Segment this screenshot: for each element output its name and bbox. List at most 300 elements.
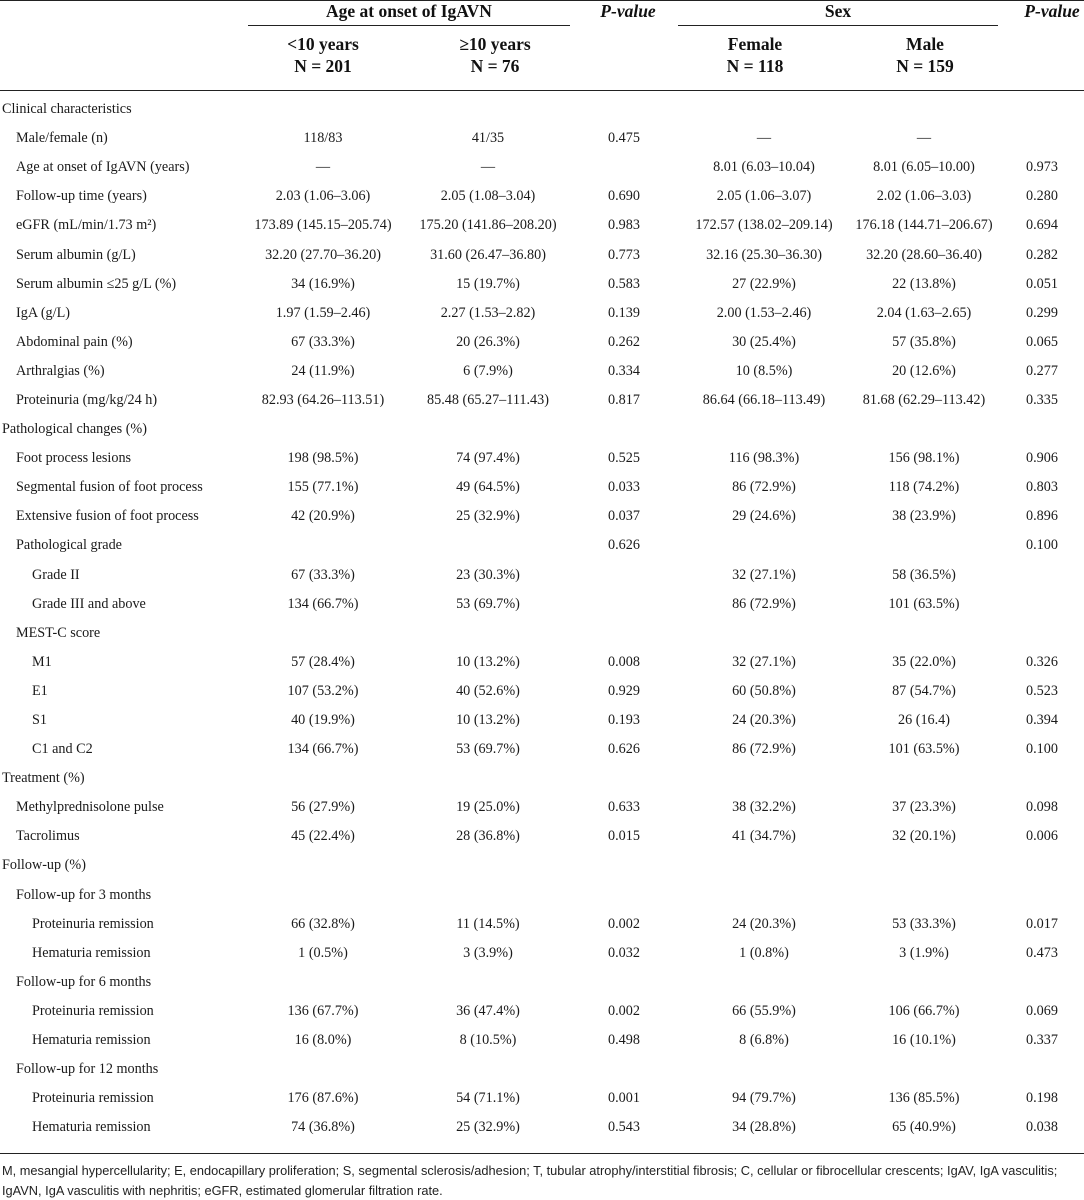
table-row [0, 124, 1084, 153]
col-header-male [860, 33, 990, 77]
value-ge10: 36 (47.4%) [456, 1002, 520, 1019]
p-value-age: 0.543 [608, 1119, 640, 1136]
col-header-lt10 [258, 33, 388, 77]
value-female: 41 (34.7%) [732, 828, 796, 845]
table-row [0, 1113, 1084, 1142]
p-value-sex: 0.906 [1026, 450, 1058, 467]
value-male: 20 (12.6%) [892, 362, 956, 379]
table-row [0, 502, 1084, 531]
p-value-age [568, 968, 680, 997]
row-label: Proteinuria remission [32, 915, 154, 932]
value-ge10: 11 (14.5%) [456, 915, 520, 932]
value-lt10: 118/83 [303, 130, 343, 147]
row-label: Abdominal pain (%) [16, 333, 133, 350]
value-lt10: 173.89 (145.15–205.74) [254, 217, 392, 234]
table-row [0, 677, 1084, 706]
table-row [0, 211, 1084, 240]
value-male: 2.02 (1.06–3.03) [876, 188, 972, 205]
value-female [680, 851, 848, 880]
row-label: Extensive fusion of foot process [16, 508, 199, 525]
value-ge10: 2.05 (1.08–3.04) [440, 188, 536, 205]
p-value-sex [1000, 1055, 1084, 1084]
value-male [848, 851, 1000, 880]
value-female: 38 (32.2%) [732, 799, 796, 816]
age-group-underline [248, 25, 570, 26]
p-value-sex: 0.038 [1026, 1119, 1058, 1136]
value-lt10: 1 (0.5%) [298, 944, 348, 961]
section-row [0, 415, 1084, 444]
p-value-age: 0.334 [608, 362, 640, 379]
section-row [0, 851, 1084, 880]
table-row [0, 910, 1084, 939]
value-female: 86.64 (66.18–113.49) [702, 391, 826, 408]
value-lt10 [238, 95, 408, 124]
sex-group-underline [678, 25, 998, 26]
value-ge10: 8 (10.5%) [459, 1032, 517, 1049]
value-female: 30 (25.4%) [732, 333, 796, 350]
p-value-age: 0.983 [608, 217, 640, 234]
p-value-sex: 0.017 [1026, 915, 1058, 932]
row-label: Follow-up (%) [2, 857, 86, 874]
value-female [680, 531, 848, 560]
col-header-ge10 [425, 33, 565, 77]
row-label: Age at onset of IgAVN (years) [16, 159, 190, 176]
value-ge10: 25 (32.9%) [456, 508, 520, 525]
p-value-sex: 0.100 [1026, 741, 1058, 758]
value-ge10 [408, 415, 568, 444]
table-row [0, 328, 1084, 357]
p-value-age: 0.475 [608, 130, 640, 147]
row-label: Proteinuria (mg/kg/24 h) [16, 391, 158, 408]
p-value-sex: 0.100 [1026, 537, 1058, 554]
table-row [0, 881, 1084, 910]
row-label: Hematuria remission [32, 1032, 151, 1049]
p-value-age: 0.002 [608, 915, 640, 932]
p-value-sex: 0.198 [1026, 1090, 1058, 1107]
p-value-age [568, 851, 680, 880]
value-male: 81.68 (62.29–113.42) [862, 391, 986, 408]
table-row [0, 968, 1084, 997]
table-row [0, 1055, 1084, 1084]
value-lt10: 67 (33.3%) [291, 566, 355, 583]
header-bottom-rule [0, 90, 1084, 91]
row-label: Grade III and above [32, 595, 146, 612]
value-male [848, 764, 1000, 793]
row-label: Follow-up for 3 months [16, 886, 152, 903]
p-value-sex [1000, 415, 1084, 444]
p-value-sex [1000, 124, 1084, 153]
value-male: 65 (40.9%) [892, 1119, 956, 1136]
value-female: 116 (98.3%) [728, 450, 800, 467]
value-male [848, 95, 1000, 124]
row-label: Hematuria remission [32, 944, 151, 961]
row-label: MEST-C score [16, 624, 101, 641]
p-value-sex: 0.277 [1026, 362, 1058, 379]
table-bottom-rule [0, 1153, 1084, 1154]
value-male: 3 (1.9%) [899, 944, 949, 961]
value-lt10: 176 (87.6%) [287, 1090, 359, 1107]
p-value-age: 0.773 [608, 246, 640, 263]
value-male: 35 (22.0%) [892, 653, 956, 670]
value-female: 172.57 (138.02–209.14) [695, 217, 833, 234]
row-label: Tacrolimus [16, 828, 80, 845]
row-label: Follow-up time (years) [16, 188, 147, 205]
value-male: — [916, 130, 932, 147]
value-female: 32 (27.1%) [732, 566, 796, 583]
value-female [680, 881, 848, 910]
p-value-age [568, 1055, 680, 1084]
table-row [0, 153, 1084, 182]
p-value-age [568, 153, 680, 182]
value-female: 8.01 (6.03–10.04) [713, 159, 815, 176]
value-male [848, 619, 1000, 648]
table-row [0, 386, 1084, 415]
value-ge10: 10 (13.2%) [456, 653, 520, 670]
value-lt10: — [315, 159, 331, 176]
p-value-age: 0.498 [608, 1032, 640, 1049]
value-lt10: 74 (36.8%) [291, 1119, 355, 1136]
table-row [0, 822, 1084, 851]
p-value-sex: 0.282 [1026, 246, 1058, 263]
value-ge10: 175.20 (141.86–208.20) [419, 217, 557, 234]
p-value-label: P-value [600, 1, 656, 21]
p-value-header-sex [1012, 0, 1084, 22]
table-body [0, 95, 1084, 1142]
value-ge10: 31.60 (26.47–36.80) [430, 246, 546, 263]
p-value-sex [1000, 95, 1084, 124]
col-header-lt10-label: <10 years [287, 34, 359, 54]
value-lt10 [238, 968, 408, 997]
value-lt10 [238, 531, 408, 560]
value-ge10 [408, 764, 568, 793]
value-male: 57 (35.8%) [892, 333, 956, 350]
table-row [0, 590, 1084, 619]
p-value-age [568, 95, 680, 124]
value-ge10: 85.48 (65.27–111.43) [427, 391, 549, 408]
row-label: Follow-up for 12 months [16, 1061, 159, 1078]
row-label: Arthralgias (%) [16, 362, 105, 379]
row-label: Foot process lesions [16, 450, 132, 467]
value-ge10 [408, 1055, 568, 1084]
col-header-ge10-n: N = 76 [470, 56, 520, 76]
p-value-sex [1000, 619, 1084, 648]
col-header-ge10-label: ≥10 years [459, 34, 531, 54]
table-row [0, 997, 1084, 1026]
value-female: — [756, 130, 772, 147]
p-value-age: 0.626 [608, 741, 640, 758]
p-value-sex [1000, 881, 1084, 910]
p-value-sex: 0.896 [1026, 508, 1058, 525]
value-male: 101 (63.5%) [888, 595, 960, 612]
p-value-age [568, 619, 680, 648]
group-header-sex: Sex [824, 1, 852, 21]
value-male: 87 (54.7%) [892, 682, 956, 699]
value-ge10: 25 (32.9%) [456, 1119, 520, 1136]
value-male: 156 (98.1%) [888, 450, 960, 467]
p-value-sex [1000, 561, 1084, 590]
table-row [0, 648, 1084, 677]
value-female: 1 (0.8%) [739, 944, 789, 961]
table-row [0, 299, 1084, 328]
value-ge10: 54 (71.1%) [456, 1090, 520, 1107]
table-row [0, 473, 1084, 502]
row-label: IgA (g/L) [16, 304, 70, 321]
col-header-female-n: N = 118 [726, 56, 784, 76]
value-lt10: 198 (98.5%) [287, 450, 359, 467]
value-ge10: 19 (25.0%) [456, 799, 520, 816]
col-header-male-n: N = 159 [896, 56, 954, 76]
p-value-age: 0.001 [608, 1090, 640, 1107]
value-lt10: 16 (8.0%) [294, 1032, 352, 1049]
table-footnote: M, mesangial hypercellularity; E, endocapillary proliferation; S, segmental sclerosis/adhesion; T, tubular atrophy/interstitial fibrosis; C, cellular or fibrocellular crescents; IgAV, IgA vasculitis; IgAVN, IgA vasculitis with nephritis; eGFR, estimated glomerular filtration rate. [2, 1163, 1058, 1198]
value-ge10 [408, 881, 568, 910]
p-value-age: 0.033 [608, 479, 640, 496]
value-male [848, 881, 1000, 910]
value-male [848, 1055, 1000, 1084]
value-female: 86 (72.9%) [732, 741, 796, 758]
value-lt10: 1.97 (1.59–2.46) [275, 304, 371, 321]
col-header-female [690, 33, 820, 77]
value-ge10: 49 (64.5%) [456, 479, 520, 496]
value-female: 27 (22.9%) [732, 275, 796, 292]
value-male [848, 531, 1000, 560]
row-label: Clinical characteristics [2, 101, 132, 118]
group-header-age: Age at onset of IgAVN [326, 1, 492, 21]
p-value-sex: 0.335 [1026, 391, 1058, 408]
value-female [680, 1055, 848, 1084]
value-lt10: 34 (16.9%) [291, 275, 355, 292]
table-row [0, 182, 1084, 211]
value-ge10: 53 (69.7%) [456, 595, 520, 612]
value-male: 16 (10.1%) [892, 1032, 956, 1049]
p-value-sex: 0.694 [1026, 217, 1058, 234]
table-row [0, 531, 1084, 560]
p-value-age: 0.032 [608, 944, 640, 961]
p-value-age: 0.008 [608, 653, 640, 670]
section-row [0, 764, 1084, 793]
value-female: 32 (27.1%) [732, 653, 796, 670]
row-label: Serum albumin (g/L) [16, 246, 136, 263]
value-female [680, 619, 848, 648]
p-value-age: 0.139 [608, 304, 640, 321]
value-female: 94 (79.7%) [732, 1090, 796, 1107]
row-label: Pathological grade [16, 537, 122, 554]
row-label: C1 and C2 [32, 741, 93, 758]
value-ge10: 6 (7.9%) [463, 362, 513, 379]
value-ge10 [408, 619, 568, 648]
value-ge10: — [480, 159, 496, 176]
value-male: 136 (85.5%) [888, 1090, 960, 1107]
value-male: 22 (13.8%) [892, 275, 956, 292]
value-ge10: 28 (36.8%) [456, 828, 520, 845]
table-row [0, 619, 1084, 648]
row-label: Hematuria remission [32, 1119, 151, 1136]
row-label: Treatment (%) [2, 770, 85, 787]
row-label: Proteinuria remission [32, 1002, 154, 1019]
p-value-sex: 0.803 [1026, 479, 1058, 496]
value-male: 2.04 (1.63–2.65) [876, 304, 972, 321]
value-male [848, 968, 1000, 997]
value-ge10: 2.27 (1.53–2.82) [440, 304, 536, 321]
p-value-age [568, 764, 680, 793]
value-ge10 [408, 968, 568, 997]
p-value-sex [1000, 590, 1084, 619]
row-label: M1 [32, 653, 52, 670]
p-value-sex: 0.051 [1026, 275, 1058, 292]
row-label: Follow-up for 6 months [16, 973, 152, 990]
value-ge10 [408, 531, 568, 560]
row-label: Segmental fusion of foot process [16, 479, 203, 496]
value-male: 37 (23.3%) [892, 799, 956, 816]
col-header-female-label: Female [727, 34, 783, 54]
row-label: Methylprednisolone pulse [16, 799, 164, 816]
p-value-sex: 0.098 [1026, 799, 1058, 816]
value-female [680, 95, 848, 124]
p-value-age: 0.929 [608, 682, 640, 699]
p-value-age: 0.262 [608, 333, 640, 350]
row-label: Serum albumin ≤25 g/L (%) [16, 275, 177, 292]
value-female: 2.05 (1.06–3.07) [716, 188, 812, 205]
value-female: 32.16 (25.30–36.30) [706, 246, 822, 263]
p-value-age [568, 590, 680, 619]
value-female: 66 (55.9%) [732, 1002, 796, 1019]
value-lt10: 42 (20.9%) [291, 508, 355, 525]
value-male: 58 (36.5%) [892, 566, 956, 583]
value-lt10: 2.03 (1.06–3.06) [275, 188, 371, 205]
value-ge10: 53 (69.7%) [456, 741, 520, 758]
p-value-sex: 0.394 [1026, 712, 1058, 729]
value-ge10: 3 (3.9%) [463, 944, 513, 961]
value-ge10: 15 (19.7%) [456, 275, 520, 292]
p-value-age: 0.002 [608, 1002, 640, 1019]
value-male: 176.18 (144.71–206.67) [855, 217, 993, 234]
row-label: E1 [32, 682, 48, 699]
table-row [0, 793, 1084, 822]
value-lt10 [238, 881, 408, 910]
p-value-sex: 0.065 [1026, 333, 1058, 350]
p-value-sex: 0.280 [1026, 188, 1058, 205]
value-ge10: 23 (30.3%) [456, 566, 520, 583]
p-value-sex: 0.326 [1026, 653, 1058, 670]
value-lt10 [238, 764, 408, 793]
row-label: S1 [32, 712, 47, 729]
p-value-sex: 0.473 [1026, 944, 1058, 961]
value-lt10: 57 (28.4%) [291, 653, 355, 670]
section-row [0, 95, 1084, 124]
p-value-age [568, 881, 680, 910]
p-value-age: 0.583 [608, 275, 640, 292]
value-female: 8 (6.8%) [739, 1032, 789, 1049]
value-male: 106 (66.7%) [888, 1002, 960, 1019]
table-row [0, 1026, 1084, 1055]
table-row [0, 561, 1084, 590]
value-female: 34 (28.8%) [732, 1119, 796, 1136]
p-value-age [568, 415, 680, 444]
table-row [0, 939, 1084, 968]
p-value-age: 0.193 [608, 712, 640, 729]
value-female: 24 (20.3%) [732, 712, 796, 729]
value-lt10: 24 (11.9%) [291, 362, 355, 379]
value-lt10: 107 (53.2%) [287, 682, 359, 699]
value-ge10: 41/35 [471, 130, 505, 147]
p-value-sex: 0.523 [1026, 682, 1058, 699]
value-female: 24 (20.3%) [732, 915, 796, 932]
value-lt10 [238, 619, 408, 648]
value-ge10: 10 (13.2%) [456, 712, 520, 729]
data-table [0, 95, 1084, 1142]
p-value-age: 0.626 [608, 537, 640, 554]
table-row [0, 240, 1084, 269]
value-male [848, 415, 1000, 444]
p-value-age [568, 561, 680, 590]
value-ge10: 20 (26.3%) [456, 333, 520, 350]
p-value-age: 0.525 [608, 450, 640, 467]
table-row [0, 706, 1084, 735]
p-value-header-age [588, 0, 668, 22]
value-lt10: 67 (33.3%) [291, 333, 355, 350]
table-row [0, 1084, 1084, 1113]
p-value-sex [1000, 851, 1084, 880]
value-male: 32 (20.1%) [892, 828, 956, 845]
p-value-age: 0.015 [608, 828, 640, 845]
p-value-sex: 0.337 [1026, 1032, 1058, 1049]
value-lt10 [238, 415, 408, 444]
row-label: Grade II [32, 566, 80, 583]
p-value-sex: 0.006 [1026, 828, 1058, 845]
value-lt10: 45 (22.4%) [291, 828, 355, 845]
value-lt10: 56 (27.9%) [291, 799, 355, 816]
value-lt10 [238, 1055, 408, 1084]
value-lt10: 40 (19.9%) [291, 712, 355, 729]
value-female: 29 (24.6%) [732, 508, 796, 525]
col-header-male-label: Male [906, 34, 944, 54]
value-male: 118 (74.2%) [888, 479, 960, 496]
value-lt10: 155 (77.1%) [287, 479, 359, 496]
col-header-lt10-n: N = 201 [294, 56, 352, 76]
row-label: Pathological changes (%) [2, 421, 147, 438]
value-male: 53 (33.3%) [892, 915, 956, 932]
value-ge10: 74 (97.4%) [456, 450, 520, 467]
value-lt10 [238, 851, 408, 880]
p-value-sex: 0.069 [1026, 1002, 1058, 1019]
value-female [680, 764, 848, 793]
value-lt10: 136 (67.7%) [287, 1002, 359, 1019]
value-male: 8.01 (6.05–10.00) [873, 159, 975, 176]
row-label: Male/female (n) [16, 130, 108, 147]
p-value-sex: 0.973 [1026, 159, 1058, 176]
p-value-sex [1000, 764, 1084, 793]
row-label: Proteinuria remission [32, 1090, 154, 1107]
table-row [0, 735, 1084, 764]
table-row [0, 270, 1084, 299]
value-lt10: 134 (66.7%) [287, 741, 359, 758]
value-female: 60 (50.8%) [732, 682, 796, 699]
p-value-age: 0.633 [608, 799, 640, 816]
value-female: 2.00 (1.53–2.46) [716, 304, 812, 321]
table-row [0, 444, 1084, 473]
value-lt10: 66 (32.8%) [291, 915, 355, 932]
row-label: eGFR (mL/min/1.73 m²) [16, 217, 157, 234]
p-value-age: 0.690 [608, 188, 640, 205]
value-ge10 [408, 851, 568, 880]
p-value-sex [1000, 968, 1084, 997]
value-male: 101 (63.5%) [888, 741, 960, 758]
value-male: 26 (16.4) [897, 712, 950, 729]
value-female [680, 968, 848, 997]
value-female [680, 415, 848, 444]
value-male: 32.20 (28.60–36.40) [866, 246, 982, 263]
p-value-age: 0.817 [608, 391, 640, 408]
